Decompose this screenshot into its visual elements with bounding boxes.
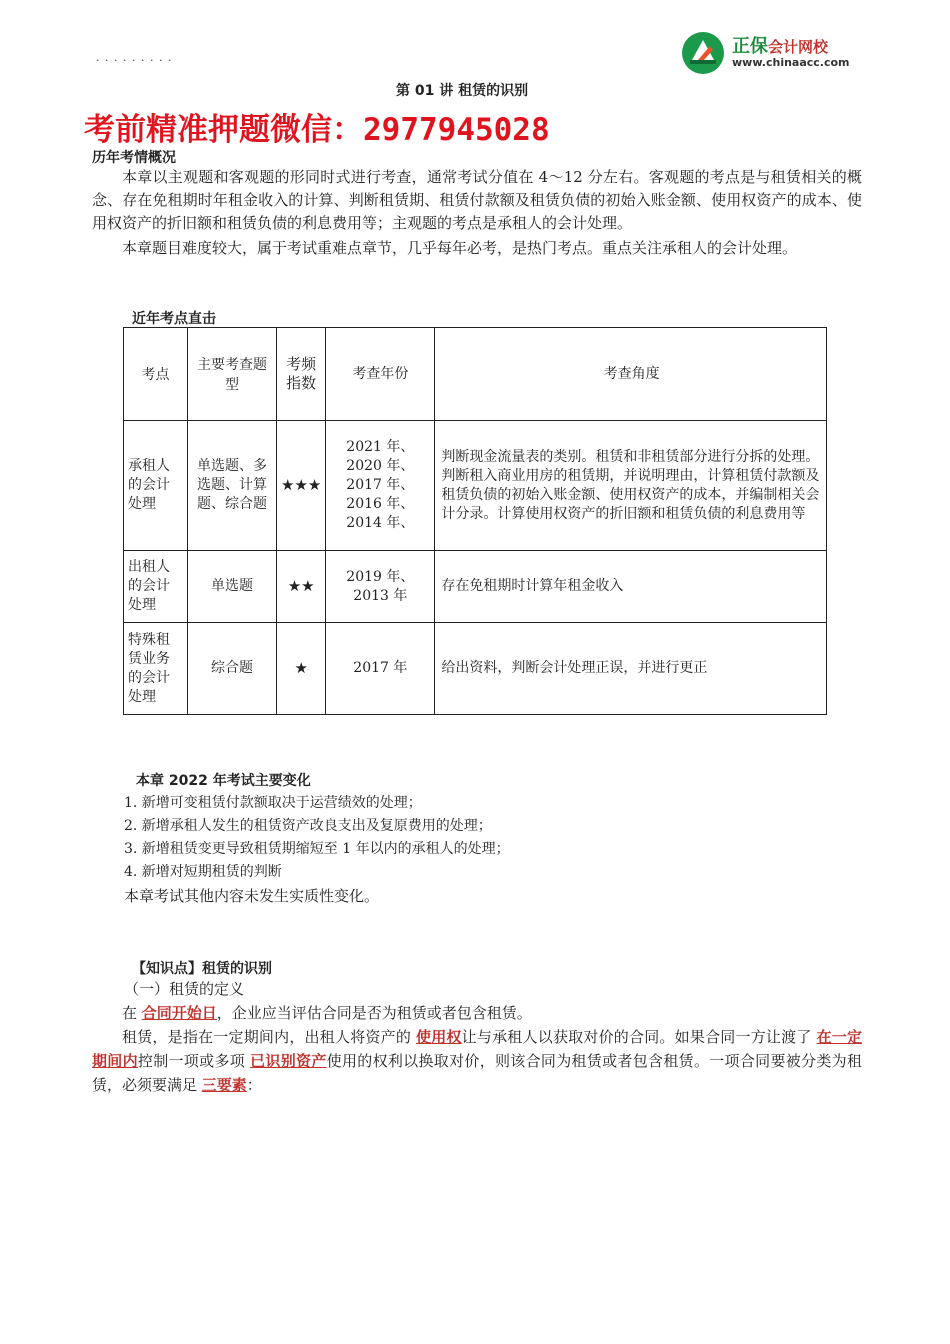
overview-paragraph-1: 本章以主观题和客观题的形同时式进行考查，通常考试分值在 4～12 分左右。客观题的考点是与租赁相关的概念、存在免租期时年租金收入的计算、判断租赁期、租赁付款额及租赁负债的初始入账金额、使用权资产的成本、使用权资产的折旧额和租赁负债的利息费用等；主观题的考点是承租人的会计处理。 bbox=[92, 168, 862, 232]
table-row bbox=[124, 421, 827, 551]
header-years: 考查年份 bbox=[326, 328, 435, 421]
table-title: 近年考点直击 bbox=[132, 311, 216, 327]
cell-point: 出租人的会计处理 bbox=[124, 551, 188, 623]
keyword-contract-start: 合同开始日 bbox=[141, 1004, 217, 1022]
change-item-4: 4. 新增对短期租赁的判断 bbox=[124, 864, 282, 880]
knowledge-title: 【知识点】租赁的识别 bbox=[132, 961, 272, 977]
promo-banner: 考前精准押题微信：2977945028 bbox=[84, 112, 550, 148]
cell-frequency-stars: ★ bbox=[277, 623, 326, 715]
kl2-a: 租赁，是指在一定期间内，出租人将资产的 bbox=[122, 1028, 417, 1046]
change-item-2: 2. 新增承租人发生的租赁资产改良支出及复原费用的处理； bbox=[124, 818, 492, 834]
cell-years: 2017 年 bbox=[326, 623, 435, 715]
header-type: 主要考查题型 bbox=[188, 328, 277, 421]
logo-url: www.chinaacc.com bbox=[732, 56, 850, 69]
changes-note: 本章考试其他内容未发生实质性变化。 bbox=[124, 887, 380, 905]
kl2-b: 让与承租人以获取对价的合同。如果合同一方让渡了 bbox=[461, 1028, 817, 1046]
header-angle: 考查角度 bbox=[435, 328, 827, 421]
keyword-right-of-use: 使用权 bbox=[416, 1028, 462, 1046]
keyword-period: 在一定期间内 bbox=[92, 1028, 862, 1070]
table-row bbox=[124, 551, 827, 623]
table-row bbox=[124, 623, 827, 715]
chinaacc-logo bbox=[680, 28, 880, 78]
cell-point: 特殊租赁业务的会计处理 bbox=[124, 623, 188, 715]
cell-type: 单选题、多选题、计算题、综合题 bbox=[188, 421, 277, 551]
keyword-three-elements: 三要素 bbox=[201, 1076, 247, 1094]
cell-angle: 存在免租期时计算年租金收入 bbox=[435, 551, 827, 623]
cell-angle: 给出资料，判断会计处理正误，并进行更正 bbox=[435, 623, 827, 715]
cell-angle: 判断现金流量表的类别。租赁和非租赁部分进行分拆的处理。判断租入商业用房的租赁期，并说明理由，计算租赁付款额及租赁负债的初始入账金额、使用权资产的成本，并编制相关会计分录。计算使用权资产的折旧额和租赁负债的利息费用等 bbox=[435, 421, 827, 551]
change-item-1: 1. 新增可变租赁付款额取决于运营绩效的处理； bbox=[124, 795, 422, 811]
lecture-title: 第 01 讲 租赁的识别 bbox=[396, 83, 529, 99]
logo-sub: 会计网校 bbox=[768, 38, 829, 56]
overview-paragraph-2: 本章题目难度较大，属于考试重难点章节，几乎每年必考，是热门考点。重点关注承租人的会计处理。 bbox=[122, 239, 798, 257]
change-item-3: 3. 新增租赁变更导致租赁期缩短至 1 年以内的承租人的处理； bbox=[124, 841, 510, 857]
cell-point: 承租人的会计处理 bbox=[124, 421, 188, 551]
keyword-identified-asset: 已识别资产 bbox=[250, 1052, 327, 1070]
overview-title: 历年考情概况 bbox=[92, 150, 176, 166]
kl2-d: 使用的权利以换取对价，则该合同为租赁或者包含租赁。一项合同要被分类为租赁，必须要满足 bbox=[92, 1052, 862, 1094]
knowledge-line-1 bbox=[92, 1001, 862, 1025]
table-header-row bbox=[124, 328, 827, 421]
cell-frequency-stars: ★★ bbox=[277, 551, 326, 623]
logo-emblem-icon bbox=[680, 30, 726, 76]
kl1-a: 在 bbox=[122, 1004, 142, 1022]
cell-frequency-stars: ★★★ bbox=[277, 421, 326, 551]
cell-type: 单选题 bbox=[188, 551, 277, 623]
knowledge-subtitle: （一）租赁的定义 bbox=[124, 980, 245, 998]
cell-years: 2021 年、2020 年、2017 年、2016 年、2014 年、 bbox=[326, 421, 435, 551]
header-frequency: 考频指数 bbox=[277, 328, 326, 421]
cell-type: 综合题 bbox=[188, 623, 277, 715]
exam-points-table bbox=[123, 327, 827, 715]
kl2-e: ： bbox=[246, 1076, 262, 1094]
header-scribble: · · · · · · · · · bbox=[96, 54, 173, 67]
header-point: 考点 bbox=[124, 328, 188, 421]
kl2-c: 控制一项或多项 bbox=[137, 1052, 251, 1070]
logo-brand: 正保 bbox=[732, 36, 768, 57]
changes-title: 本章 2022 年考试主要变化 bbox=[136, 773, 311, 789]
cell-years: 2019 年、2013 年 bbox=[326, 551, 435, 623]
kl1-b: ，企业应当评估合同是否为租赁或者包含租赁。 bbox=[216, 1004, 532, 1022]
knowledge-paragraph bbox=[92, 1025, 862, 1097]
